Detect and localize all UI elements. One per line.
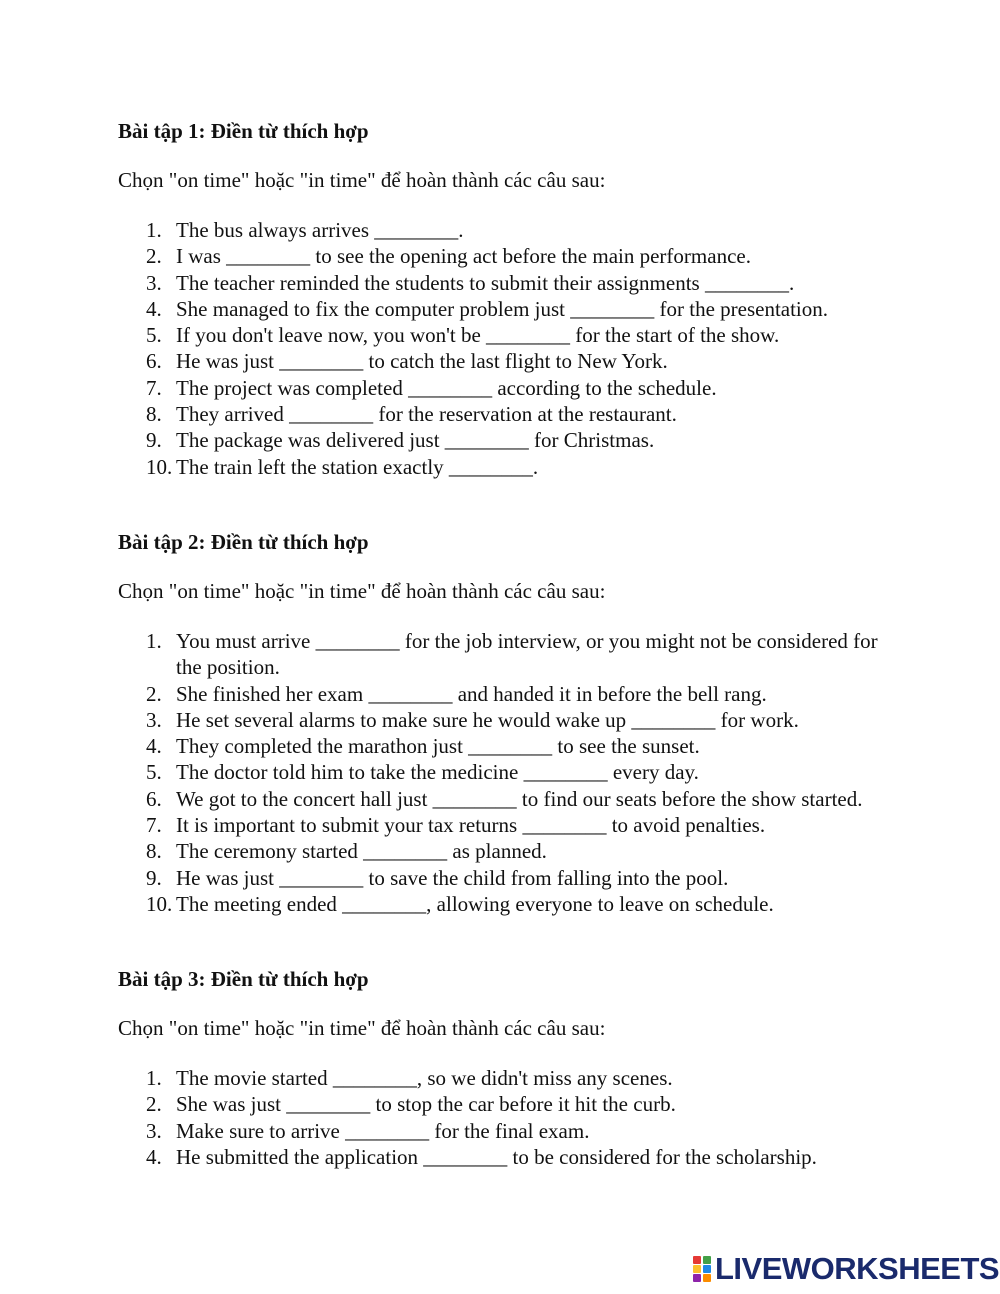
exercise-instruction: Chọn "on time" hoặc "in time" để hoàn thành các câu sau: xyxy=(118,1016,606,1040)
question-number: 2. xyxy=(146,244,162,269)
question-item xyxy=(118,891,898,917)
question-item xyxy=(118,217,898,243)
exercise-instruction: Chọn "on time" hoặc "in time" để hoàn thành các câu sau: xyxy=(118,579,606,603)
question-number: 7. xyxy=(146,813,162,838)
logo-text: LIVEWORKSHEETS xyxy=(715,1251,1000,1286)
question-number: 4. xyxy=(146,1144,162,1169)
question-text: The teacher reminded the students to submit their assignments ________. xyxy=(176,270,795,295)
exercise-1 xyxy=(118,118,918,479)
question-text: The ceremony started ________ as planned. xyxy=(176,839,547,864)
question-number: 4. xyxy=(146,296,162,321)
question-number: 9. xyxy=(146,428,162,453)
question-item xyxy=(118,759,898,785)
question-number: 8. xyxy=(146,839,162,864)
liveworksheets-logo-icon xyxy=(693,1256,711,1282)
question-number: 2. xyxy=(146,1092,162,1117)
question-number: 6. xyxy=(146,786,162,811)
question-text: He submitted the application ________ to be considered for the scholarship. xyxy=(176,1144,817,1169)
exercise-2 xyxy=(118,529,918,916)
question-text: He was just ________ to save the child from falling into the pool. xyxy=(176,865,729,890)
question-item xyxy=(118,1144,898,1170)
question-number: 5. xyxy=(146,760,162,785)
question-number: 4. xyxy=(146,734,162,759)
question-text: She managed to fix the computer problem just ________ for the presentation. xyxy=(176,296,829,321)
question-item xyxy=(118,733,898,759)
question-item xyxy=(118,348,898,374)
logo-tile xyxy=(703,1274,711,1282)
question-list xyxy=(118,217,898,480)
question-text: The train left the station exactly ________. xyxy=(176,454,539,479)
question-item xyxy=(118,707,898,733)
question-text: Make sure to arrive ________ for the final exam. xyxy=(176,1118,590,1143)
question-number: 3. xyxy=(146,1118,162,1143)
question-item xyxy=(118,454,898,480)
question-item xyxy=(118,401,898,427)
question-item xyxy=(118,838,898,864)
question-text: He was just ________ to catch the last flight to New York. xyxy=(176,349,668,374)
question-number: 2. xyxy=(146,681,162,706)
question-text: The movie started ________, so we didn't miss any scenes. xyxy=(176,1066,673,1090)
question-text: The bus always arrives ________. xyxy=(176,218,464,242)
question-number: 10. xyxy=(146,454,173,479)
question-text: She finished her exam ________ and handed it in before the bell rang. xyxy=(176,681,767,706)
question-number: 10. xyxy=(146,891,173,916)
question-number: 1. xyxy=(146,629,162,653)
question-item xyxy=(118,1118,898,1144)
question-text: I was ________ to see the opening act before the main performance. xyxy=(176,244,751,269)
question-text: They arrived ________ for the reservation at the restaurant. xyxy=(176,402,677,427)
question-text: The doctor told him to take the medicine ________ every day. xyxy=(176,760,699,785)
question-item xyxy=(118,296,898,322)
question-text: If you don't leave now, you won't be ________ for the start of the show. xyxy=(176,323,780,348)
question-text: We got to the concert hall just ________ to find our seats before the show started. xyxy=(176,786,863,811)
question-text: He set several alarms to make sure he would wake up ________ for work. xyxy=(176,707,799,732)
question-text: You must arrive ________ for the job interview, or you might not be considered for the position. xyxy=(176,629,878,680)
question-text: She was just ________ to stop the car before it hit the curb. xyxy=(176,1092,676,1117)
question-list xyxy=(118,1065,898,1170)
question-number: 6. xyxy=(146,349,162,374)
question-item xyxy=(118,243,898,269)
question-item xyxy=(118,865,898,891)
question-item xyxy=(118,812,898,838)
question-item xyxy=(118,681,898,707)
question-text: The package was delivered just ________ for Christmas. xyxy=(176,428,655,453)
question-number: 7. xyxy=(146,375,162,400)
exercise-3 xyxy=(118,966,918,1169)
question-item xyxy=(118,1065,898,1091)
question-text: It is important to submit your tax returns ________ to avoid penalties. xyxy=(176,813,766,838)
logo-tile xyxy=(703,1256,711,1264)
question-item xyxy=(118,628,898,681)
exercise-instruction: Chọn "on time" hoặc "in time" để hoàn thành các câu sau: xyxy=(118,168,606,192)
question-number: 9. xyxy=(146,865,162,890)
logo-tile xyxy=(693,1274,701,1282)
question-text: The meeting ended ________, allowing everyone to leave on schedule. xyxy=(176,891,774,916)
question-number: 3. xyxy=(146,707,162,732)
question-text: They completed the marathon just ________ to see the sunset. xyxy=(176,734,700,759)
question-list xyxy=(118,628,898,917)
question-item xyxy=(118,1091,898,1117)
exercise-heading: Bài tập 2: Điền từ thích hợp xyxy=(118,530,369,554)
question-number: 8. xyxy=(146,402,162,427)
logo-tile xyxy=(703,1265,711,1273)
question-item xyxy=(118,375,898,401)
question-item xyxy=(118,270,898,296)
question-number: 3. xyxy=(146,270,162,295)
question-item xyxy=(118,427,898,453)
question-number: 5. xyxy=(146,323,162,348)
question-item xyxy=(118,322,898,348)
logo-tile xyxy=(693,1265,701,1273)
exercise-heading: Bài tập 3: Điền từ thích hợp xyxy=(118,967,369,991)
question-text: The project was completed ________ according to the schedule. xyxy=(176,375,717,400)
question-number: 1. xyxy=(146,1066,162,1090)
liveworksheets-logo xyxy=(693,1253,999,1285)
question-item xyxy=(118,786,898,812)
question-number: 1. xyxy=(146,218,162,242)
exercise-heading: Bài tập 1: Điền từ thích hợp xyxy=(118,119,369,143)
logo-tile xyxy=(693,1256,701,1264)
